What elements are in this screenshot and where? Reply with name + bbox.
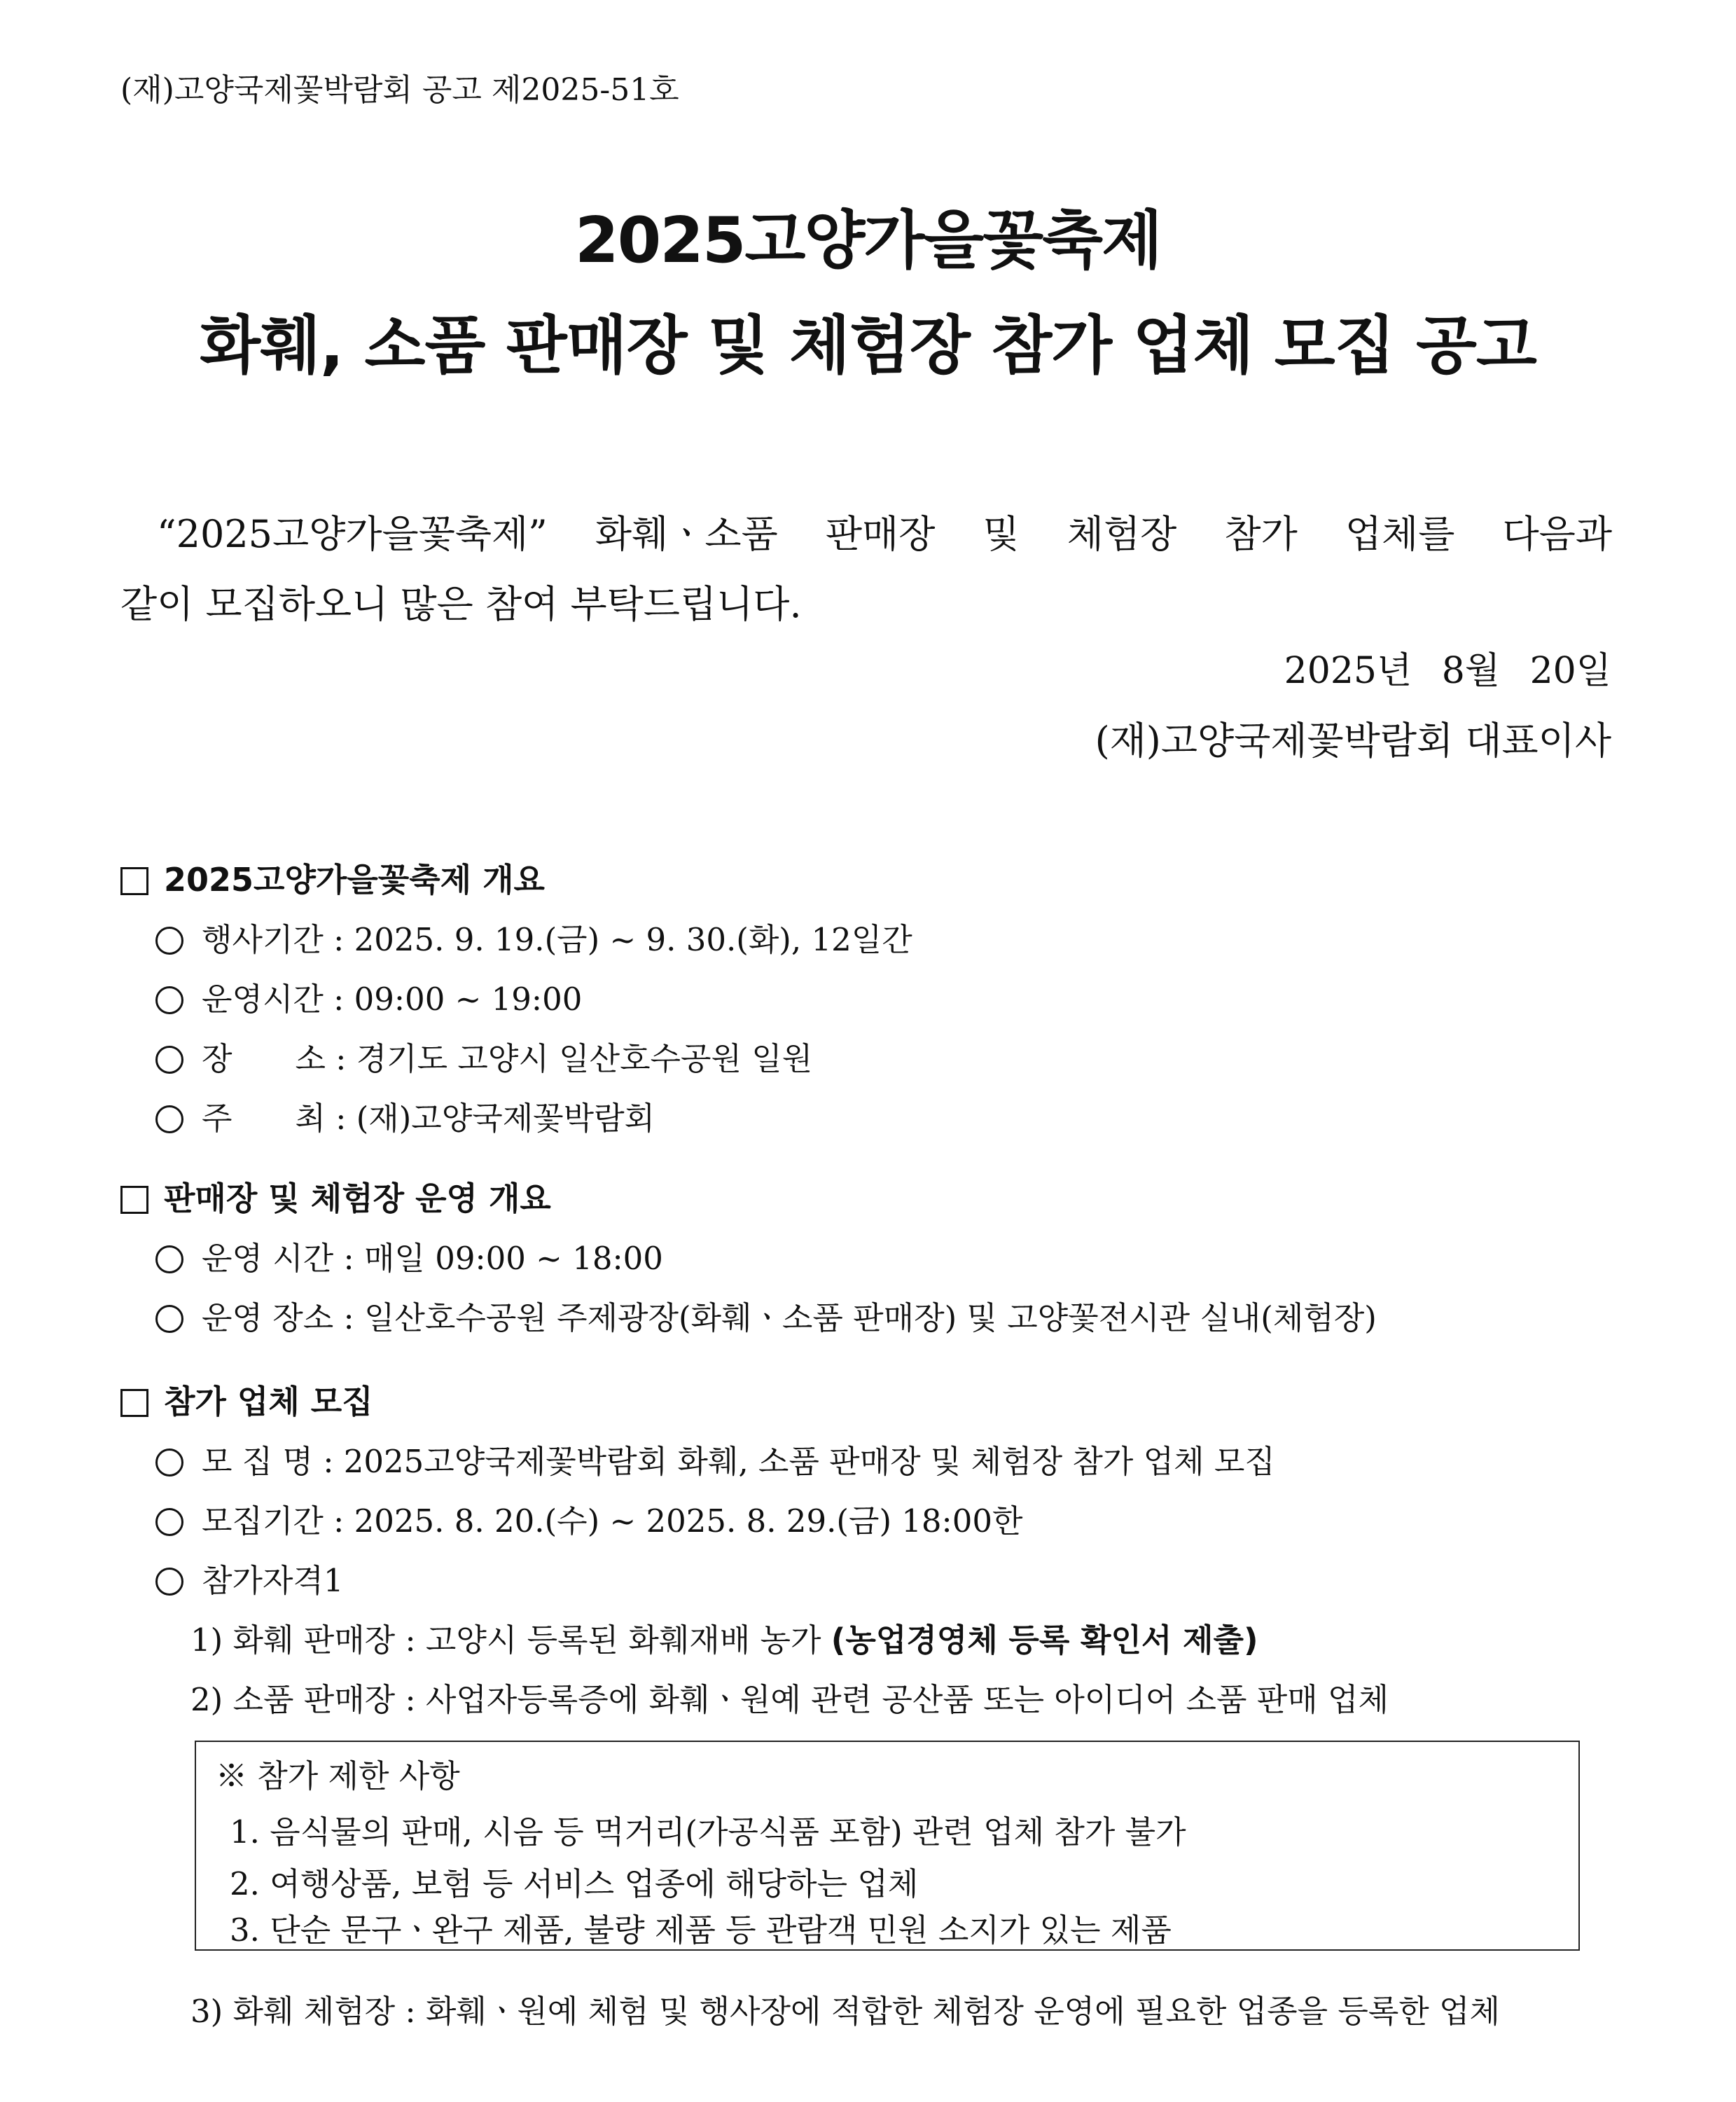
circle-bullet-icon: [155, 927, 183, 955]
restriction-item: 1. 음식물의 판매, 시음 등 먹거리(가공식품 포함) 관련 업체 참가 불가: [230, 1813, 1186, 1851]
qualification-text: 1) 화훼 판매장 : 고양시 등록된 화훼재배 농가: [190, 1622, 831, 1659]
circle-bullet-icon: [155, 1245, 183, 1273]
circle-bullet-icon: [155, 1568, 183, 1596]
announcement-date: 2025년 8월 20일: [1284, 650, 1611, 692]
list-item-text: 운영 장소 : 일산호수공원 주제광장(화훼ㆍ소품 판매장) 및 고양꽃전시관 실내(체험장): [202, 1299, 1377, 1336]
restrictions-heading: ※ 참가 제한 사항: [216, 1757, 460, 1795]
checkbox-square-icon: [120, 1186, 148, 1214]
checkbox-square-icon: [120, 867, 148, 895]
qualification-emphasis: (농업경영체 등록 확인서 제출): [831, 1622, 1258, 1659]
section-heading-text: 2025고양가을꽃축제 개요: [164, 861, 545, 899]
section-heading-text: 판매장 및 체험장 운영 개요: [164, 1180, 551, 1217]
announcement-number: (재)고양국제꽃박람회 공고 제2025-51호: [120, 72, 679, 108]
list-item: [155, 1093, 655, 1138]
circle-bullet-icon: [155, 1305, 183, 1333]
list-item-text: 주 최 : (재)고양국제꽃박람회: [202, 1100, 655, 1137]
checkbox-square-icon: [120, 1389, 148, 1417]
restriction-item: 2. 여행상품, 보험 등 서비스 업종에 해당하는 업체: [230, 1865, 919, 1902]
section-heading-text: 참가 업체 모집: [164, 1383, 373, 1420]
circle-bullet-icon: [155, 1448, 183, 1477]
list-item-text: 운영 시간 : 매일 09:00 ~ 18:00: [202, 1240, 663, 1277]
qualification-item-2: 2) 소품 판매장 : 사업자등록증에 화훼ㆍ원예 관련 공산품 또는 아이디어 소품 판매 업체: [190, 1681, 1389, 1718]
section-heading-operations-overview: [120, 1173, 551, 1219]
restrictions-box: [195, 1741, 1580, 1951]
list-item: [155, 1033, 812, 1079]
intro-line-2: 같이 모집하오니 많은 참여 부탁드립니다.: [120, 582, 802, 626]
qualification-item-1: [190, 1614, 1258, 1660]
list-item: [155, 1555, 344, 1600]
list-item: [155, 1292, 1377, 1338]
page-subtitle: 화훼, 소품 판매장 및 체험장 참가 업체 모집 공고: [200, 309, 1536, 382]
list-item: [155, 1233, 663, 1278]
section-heading-recruitment: [120, 1376, 373, 1423]
list-item-text: 참가자격1: [202, 1562, 344, 1599]
list-item: [155, 914, 912, 960]
qualification-item-3: 3) 화훼 체험장 : 화훼ㆍ원예 체험 및 행사장에 적합한 체험장 운영에 필요한 업종을 등록한 업체: [190, 1993, 1500, 2030]
circle-bullet-icon: [155, 1105, 183, 1133]
list-item-text: 행사기간 : 2025. 9. 19.(금) ~ 9. 30.(화), 12일간: [202, 921, 912, 958]
list-item: [155, 974, 582, 1019]
restriction-item: 3. 단순 문구ㆍ완구 제품, 불량 제품 등 관람객 민원 소지가 있는 제품: [230, 1911, 1172, 1949]
list-item: [155, 1495, 1022, 1541]
list-item-text: 모 집 명 : 2025고양국제꽃박람회 화훼, 소품 판매장 및 체험장 참가 업체 모집: [202, 1443, 1275, 1480]
list-item-text: 운영시간 : 09:00 ~ 19:00: [202, 981, 583, 1018]
page-title: 2025고양가을꽃축제: [574, 204, 1162, 277]
list-item-text: 장 소 : 경기도 고양시 일산호수공원 일원: [202, 1040, 813, 1077]
list-item: [155, 1436, 1275, 1481]
intro-line-1: “2025고양가을꽃축제” 화훼ㆍ소품 판매장 및 체험장 참가 업체를 다음과: [157, 512, 1612, 556]
circle-bullet-icon: [155, 986, 183, 1014]
list-item-text: 모집기간 : 2025. 8. 20.(수) ~ 2025. 8. 29.(금) 18:00한: [202, 1502, 1023, 1540]
signer: (재)고양국제꽃박람회 대표이사: [1095, 719, 1611, 763]
circle-bullet-icon: [155, 1508, 183, 1536]
section-heading-festival-overview: [120, 855, 545, 901]
circle-bullet-icon: [155, 1046, 183, 1074]
